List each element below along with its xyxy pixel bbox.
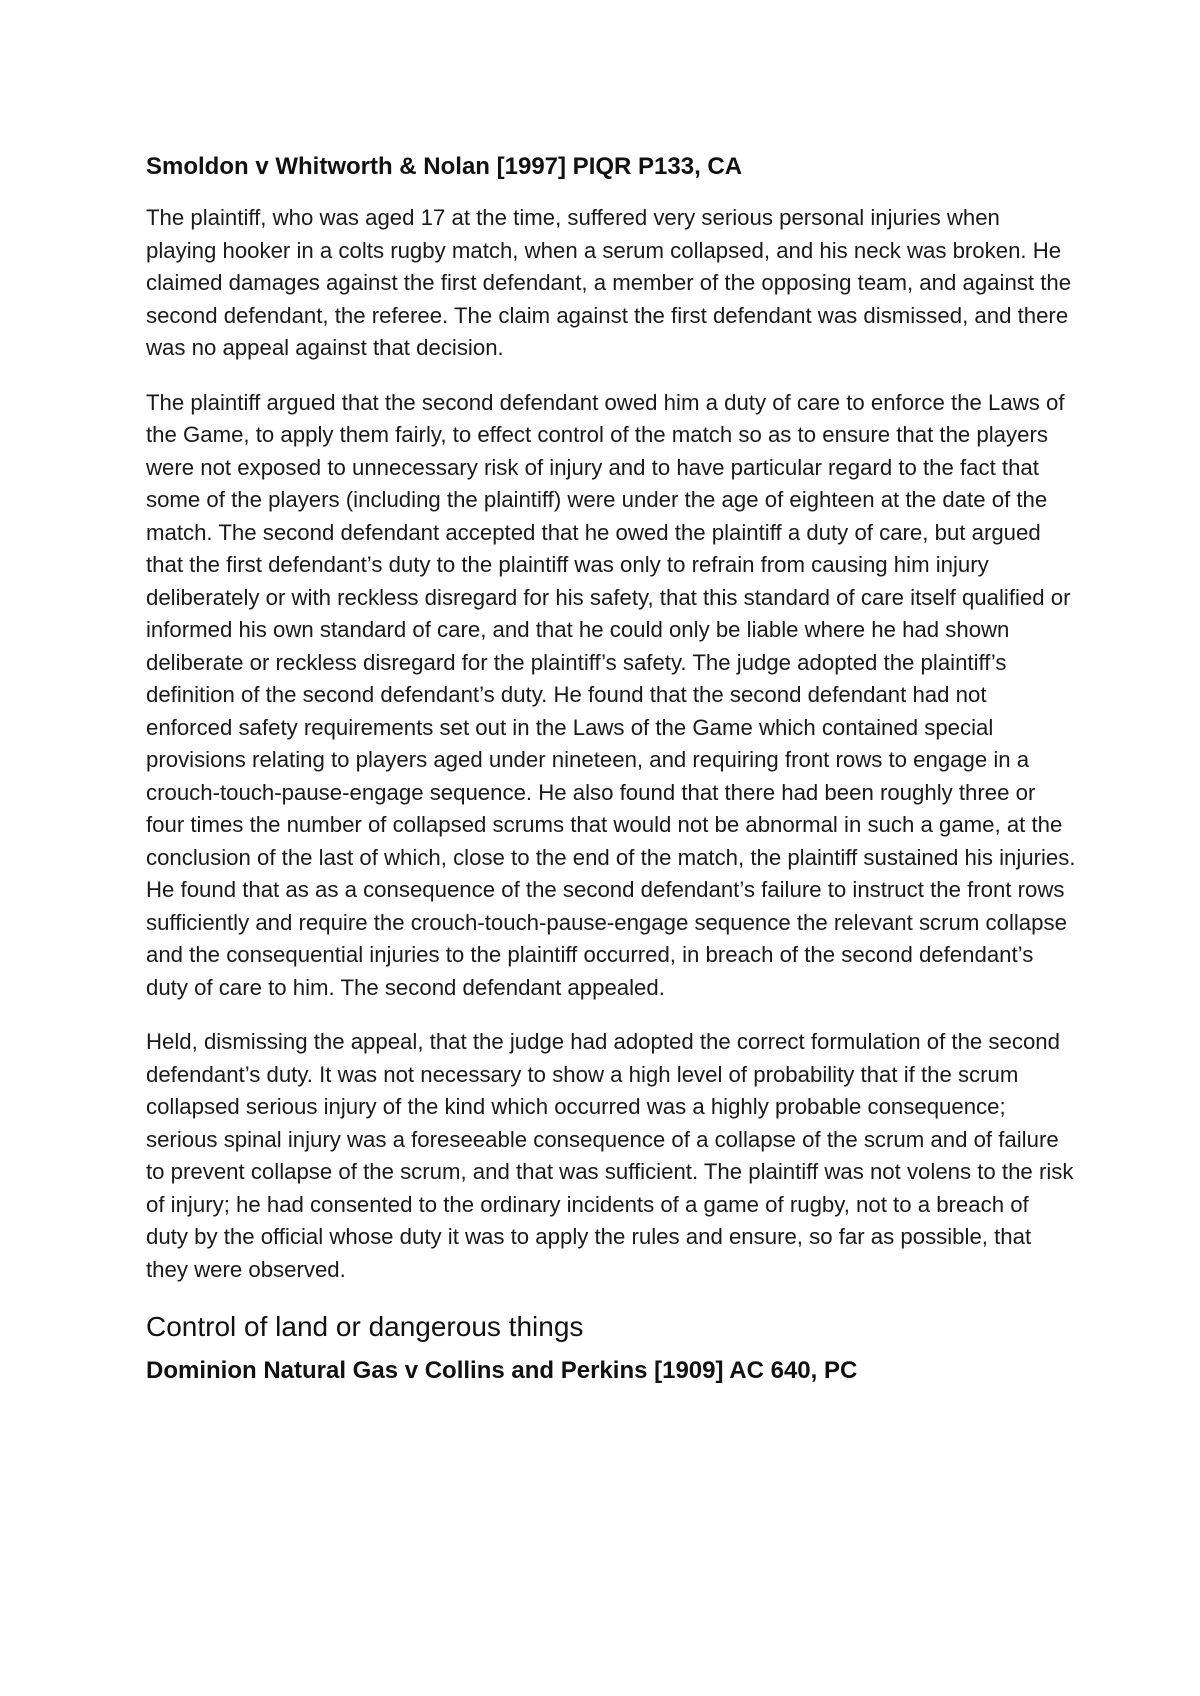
document-body (146, 150, 1076, 1388)
case-heading-smoldon: Smoldon v Whitworth & Nolan [1997] PIQR P133, CA (146, 153, 743, 180)
paragraph-facts: The plaintiff, who was aged 17 at the time, suffered very serious personal injuries when playing hooker in a colts rugby match, when a serum collapsed, and his neck was broken. He claimed damages against the first defendant, a member of the opposing team, and against the second defendant, the referee. The claim against the first defendant was dismissed, and there was no appeal against that decision. (146, 205, 1072, 360)
case-heading-dominion: Dominion Natural Gas v Collins and Perkins [1909] AC 640, PC (146, 1357, 858, 1384)
paragraph-arguments: The plaintiff argued that the second defendant owed him a duty of care to enforce the Laws of the Game, to apply them fairly, to effect control of the match so as to ensure that the players were not exposed to unnecessary risk of injury and to have particular regard to the fact that some of the players (including the plaintiff) were under the age of eighteen at the date of the match. The second defendant accepted that he owed the plaintiff a duty of care, but argued that the first defendant’s duty to the plaintiff was only to refrain from causing him injury deliberately or with reckless disregard for his safety, that this standard of care itself qualified or informed his own standard of care, and that he could only be liable where he had shown deliberate or reckless disregard for the plaintiff’s safety. The judge adopted the plaintiff’s definition of the second defendant’s duty. He found that the second defendant had not enforced safety requirements set out in the Laws of the Game which contained special provisions relating to players aged under nineteen, and requiring front rows to engage in a crouch-touch-pause-engage sequence. He also found that there had been roughly three or four times the number of collapsed scrums that would not be abnormal in such a game, at the conclusion of the last of which, close to the end of the match, the plaintiff sustained his injuries. He found that as as a consequence of the second defendant’s failure to instruct the front rows sufficiently and require the crouch-touch-pause-engage sequence the relevant scrum collapse and the consequential injuries to the plaintiff occurred, in breach of the second defendant’s duty of care to him. The second defendant appealed. (146, 389, 1076, 1000)
paragraph-held: Held, dismissing the appeal, that the judge had adopted the correct formulation of the second defendant’s duty. It was not necessary to show a high level of probability that if the scrum collapsed serious injury of the kind which occurred was a highly probable consequence; serious spinal injury was a foreseeable consequence of a collapse of the scrum and of failure to prevent collapse of the scrum, and that was sufficient. The plaintiff was not volens to the risk of injury; he had consented to the ordinary incidents of a game of rugby, not to a breach of duty by the official whose duty it was to apply the rules and ensure, so far as possible, that they were observed. (146, 1029, 1074, 1282)
section-heading-control-of-land: Control of land or dangerous things (146, 1311, 584, 1342)
